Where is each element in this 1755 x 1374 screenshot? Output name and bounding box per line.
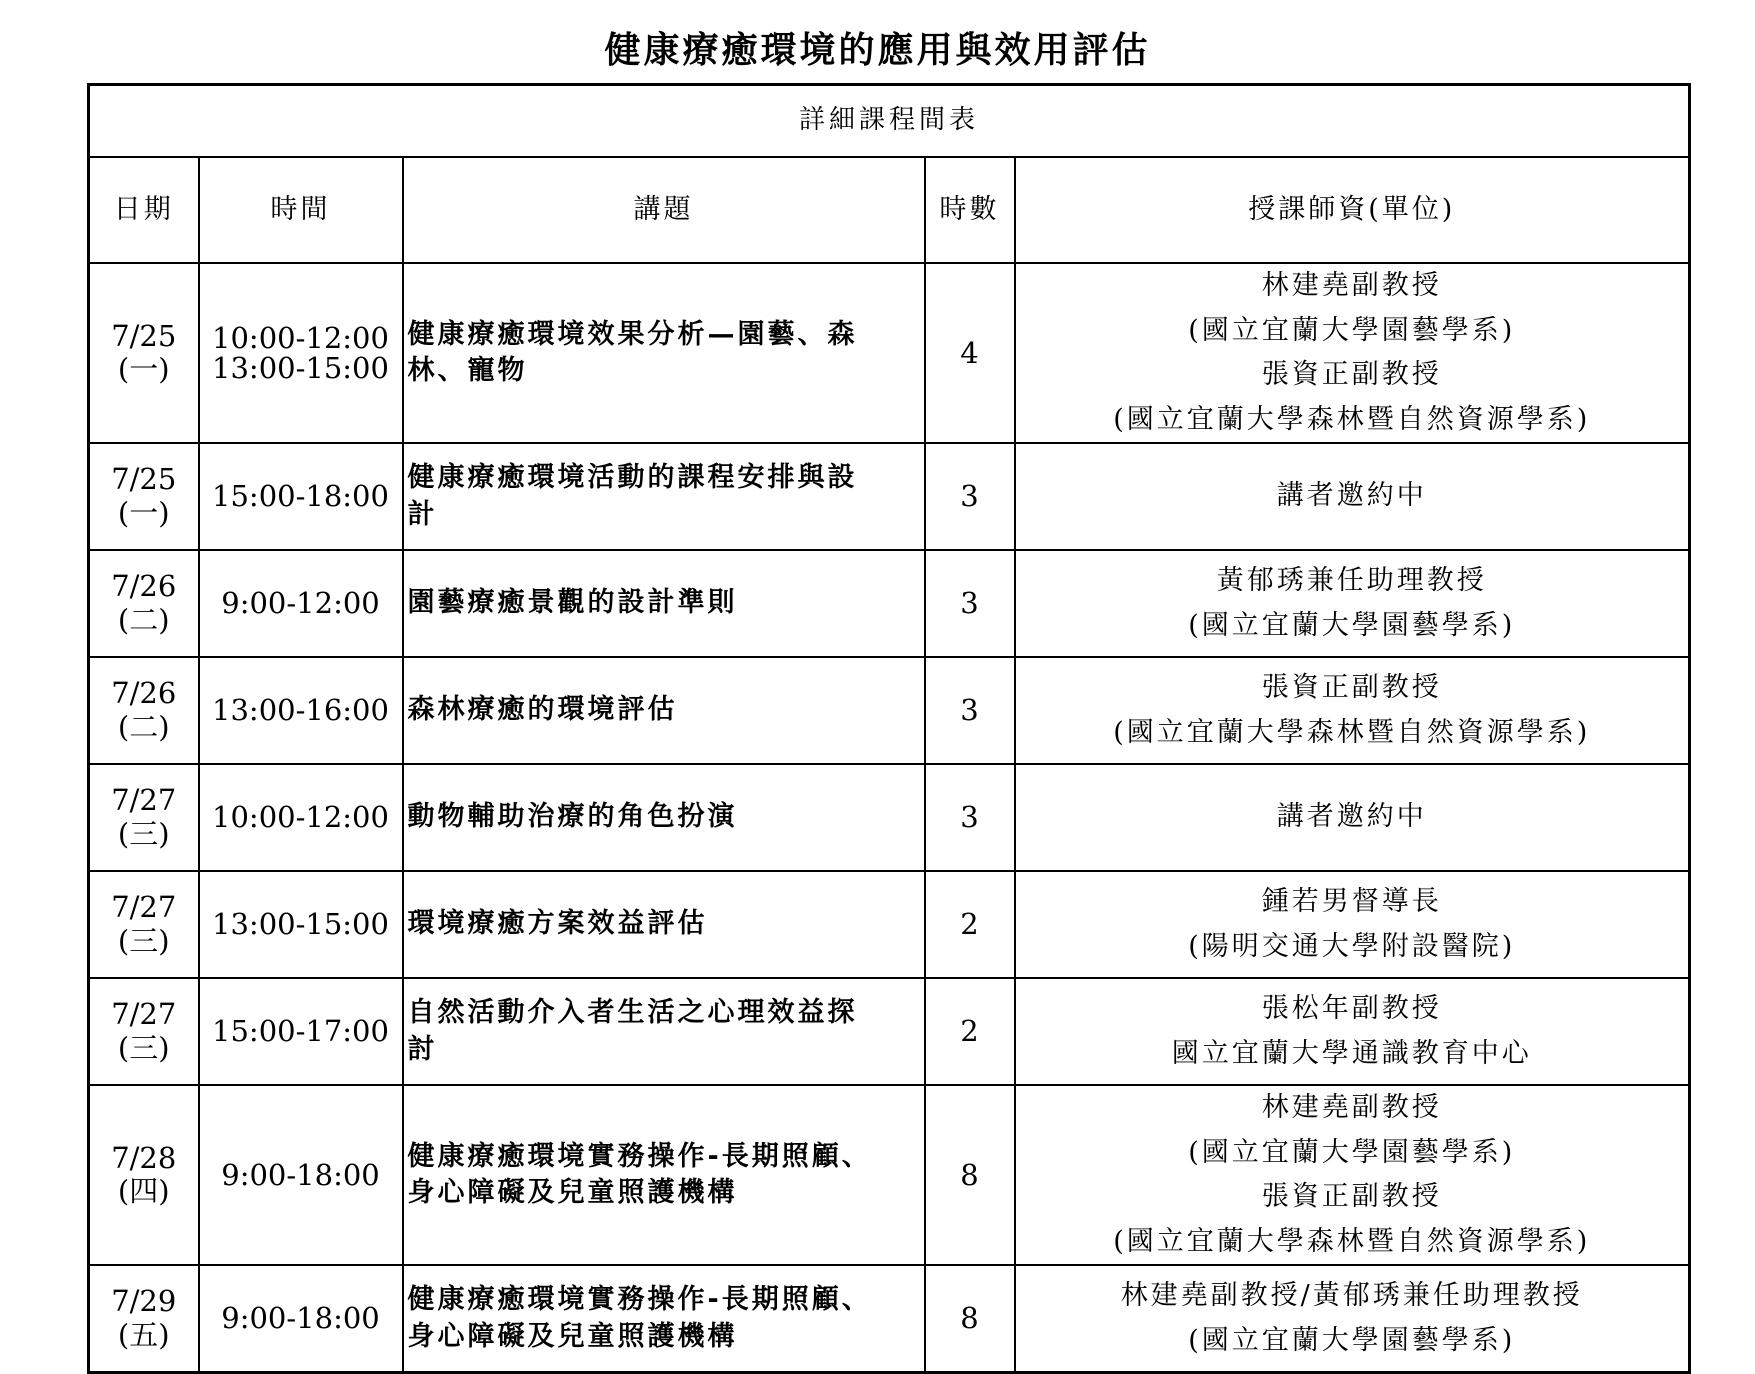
time-line: 10:00-12:00 xyxy=(212,800,389,835)
topic-line: 健康療癒環境實務操作-長期照顧、 xyxy=(407,1284,872,1316)
topic-line: 林、寵物 xyxy=(407,355,528,387)
topic-line: 健康療癒環境實務操作-長期照顧、 xyxy=(407,1140,872,1172)
instructor-line: 林建堯副教授 xyxy=(1261,1092,1442,1124)
table-row xyxy=(89,1085,1690,1265)
table-row xyxy=(89,764,1690,871)
time-cell xyxy=(199,263,403,443)
time-line: 15:00-17:00 xyxy=(212,1014,389,1049)
time-line: 9:00-18:00 xyxy=(221,1301,380,1336)
date-line: (三) xyxy=(117,816,170,851)
date-cell xyxy=(89,263,199,443)
date-cell xyxy=(89,657,199,764)
date-line: (一) xyxy=(117,495,170,530)
date-line: 7/25 xyxy=(111,462,177,497)
date-line: (四) xyxy=(117,1174,170,1209)
table-row xyxy=(89,657,1690,764)
instructor-line: 林建堯副教授/黃郁琇兼任助理教授 xyxy=(1120,1280,1583,1312)
instructor-line: 鍾若男督導長 xyxy=(1261,886,1442,918)
date-line: 7/26 xyxy=(111,569,177,604)
instructor-cell xyxy=(1015,871,1690,978)
header-instructor: 授課師資(單位) xyxy=(1015,157,1690,263)
date-line: 7/25 xyxy=(111,318,177,353)
time-line: 15:00-18:00 xyxy=(212,479,389,514)
topic-cell xyxy=(403,443,925,550)
instructor-line: (國立宜蘭大學森林暨自然資源學系) xyxy=(1113,403,1591,435)
hours-cell: 2 xyxy=(925,871,1015,978)
header-hours: 時數 xyxy=(925,157,1015,263)
instructor-line: 張資正副教授 xyxy=(1261,672,1442,704)
topic-line: 計 xyxy=(407,498,438,530)
instructor-line: 張松年副教授 xyxy=(1261,993,1442,1025)
time-line: 13:00-15:00 xyxy=(212,907,389,942)
date-cell xyxy=(89,1085,199,1265)
date-cell xyxy=(89,443,199,550)
table-caption: 詳細課程間表 xyxy=(89,85,1690,158)
header-time: 時間 xyxy=(199,157,403,263)
date-line: (三) xyxy=(117,1030,170,1065)
time-line: 13:00-16:00 xyxy=(212,693,389,728)
page-title: 健康療癒環境的應用與效用評估 xyxy=(604,30,1151,71)
date-line: 7/29 xyxy=(111,1284,177,1319)
table-row xyxy=(89,871,1690,978)
instructor-line: (國立宜蘭大學園藝學系) xyxy=(1188,609,1516,641)
topic-line: 健康療癒環境活動的課程安排與設 xyxy=(407,462,858,494)
hours-cell: 8 xyxy=(925,1265,1015,1372)
date-line: (五) xyxy=(117,1317,170,1352)
hours-cell: 2 xyxy=(925,978,1015,1085)
table-row xyxy=(89,443,1690,550)
time-line: 9:00-18:00 xyxy=(221,1158,380,1193)
topic-cell xyxy=(403,263,925,443)
instructor-line: (國立宜蘭大學園藝學系) xyxy=(1188,1324,1516,1356)
topic-line: 環境療癒方案效益評估 xyxy=(407,908,708,940)
time-cell xyxy=(199,978,403,1085)
topic-cell xyxy=(403,550,925,657)
table-row xyxy=(89,1265,1690,1372)
instructor-line: 林建堯副教授 xyxy=(1261,270,1442,301)
date-cell xyxy=(89,1265,199,1372)
date-line: 7/26 xyxy=(111,676,177,711)
topic-line: 身心障礙及兒童照護機構 xyxy=(407,1177,738,1209)
instructor-line: 講者邀約中 xyxy=(1276,801,1427,833)
instructor-cell xyxy=(1015,978,1690,1085)
time-cell xyxy=(199,1085,403,1265)
topic-cell xyxy=(403,871,925,978)
time-cell xyxy=(199,550,403,657)
time-cell xyxy=(199,443,403,550)
time-line: 10:00-12:00 xyxy=(212,320,389,355)
date-line: 7/27 xyxy=(111,783,177,818)
course-schedule-table xyxy=(87,83,1691,1374)
instructor-line: 張資正副教授 xyxy=(1261,359,1442,391)
hours-cell: 4 xyxy=(925,263,1015,443)
table-row xyxy=(89,550,1690,657)
hours-cell: 3 xyxy=(925,657,1015,764)
instructor-cell xyxy=(1015,1265,1690,1372)
instructor-line: 國立宜蘭大學通識教育中心 xyxy=(1171,1037,1532,1069)
instructor-cell xyxy=(1015,443,1690,550)
instructor-cell xyxy=(1015,550,1690,657)
instructor-line: (國立宜蘭大學森林暨自然資源學系) xyxy=(1113,716,1591,748)
topic-cell xyxy=(403,978,925,1085)
date-line: 7/28 xyxy=(111,1140,177,1175)
table-row xyxy=(89,978,1690,1085)
topic-cell xyxy=(403,1085,925,1265)
date-line: (二) xyxy=(117,602,170,637)
date-line: 7/27 xyxy=(111,997,177,1032)
date-cell xyxy=(89,978,199,1085)
topic-line: 健康療癒環境效果分析—園藝、森 xyxy=(407,318,858,350)
instructor-line: (陽明交通大學附設醫院) xyxy=(1188,930,1516,962)
header-date: 日期 xyxy=(89,157,199,263)
topic-cell xyxy=(403,764,925,871)
header-row xyxy=(89,157,1690,263)
date-line: 7/27 xyxy=(111,890,177,925)
instructor-line: 張資正副教授 xyxy=(1261,1181,1442,1213)
hours-cell: 3 xyxy=(925,764,1015,871)
date-line: (二) xyxy=(117,709,170,744)
date-cell xyxy=(89,764,199,871)
instructor-cell xyxy=(1015,1085,1690,1265)
date-line: (三) xyxy=(117,923,170,958)
time-cell xyxy=(199,657,403,764)
instructor-line: (國立宜蘭大學園藝學系) xyxy=(1188,1136,1516,1168)
topic-cell xyxy=(403,657,925,764)
hours-cell: 3 xyxy=(925,550,1015,657)
instructor-cell xyxy=(1015,764,1690,871)
hours-cell: 8 xyxy=(925,1085,1015,1265)
time-cell xyxy=(199,1265,403,1372)
date-cell xyxy=(89,871,199,978)
time-line: 13:00-15:00 xyxy=(212,351,389,386)
time-cell xyxy=(199,764,403,871)
table-row xyxy=(89,263,1690,443)
instructor-cell xyxy=(1015,657,1690,764)
time-cell xyxy=(199,871,403,978)
date-cell xyxy=(89,550,199,657)
topic-line: 討 xyxy=(407,1033,438,1065)
hours-cell: 3 xyxy=(925,443,1015,550)
topic-line: 身心障礙及兒童照護機構 xyxy=(407,1320,738,1352)
date-line: (一) xyxy=(117,352,170,387)
instructor-cell xyxy=(1015,263,1690,443)
instructor-line: (國立宜蘭大學園藝學系) xyxy=(1188,314,1516,346)
topic-line: 動物輔助治療的角色扮演 xyxy=(407,801,738,833)
instructor-line: 黃郁琇兼任助理教授 xyxy=(1216,565,1487,597)
time-line: 9:00-12:00 xyxy=(221,586,380,621)
topic-line: 森林療癒的環境評估 xyxy=(407,694,678,726)
instructor-line: 講者邀約中 xyxy=(1276,480,1427,512)
topic-line: 園藝療癒景觀的設計準則 xyxy=(407,587,738,619)
topic-line: 自然活動介入者生活之心理效益探 xyxy=(407,997,858,1029)
header-topic: 講題 xyxy=(403,157,925,263)
instructor-line: (國立宜蘭大學森林暨自然資源學系) xyxy=(1113,1225,1591,1257)
topic-cell xyxy=(403,1265,925,1372)
